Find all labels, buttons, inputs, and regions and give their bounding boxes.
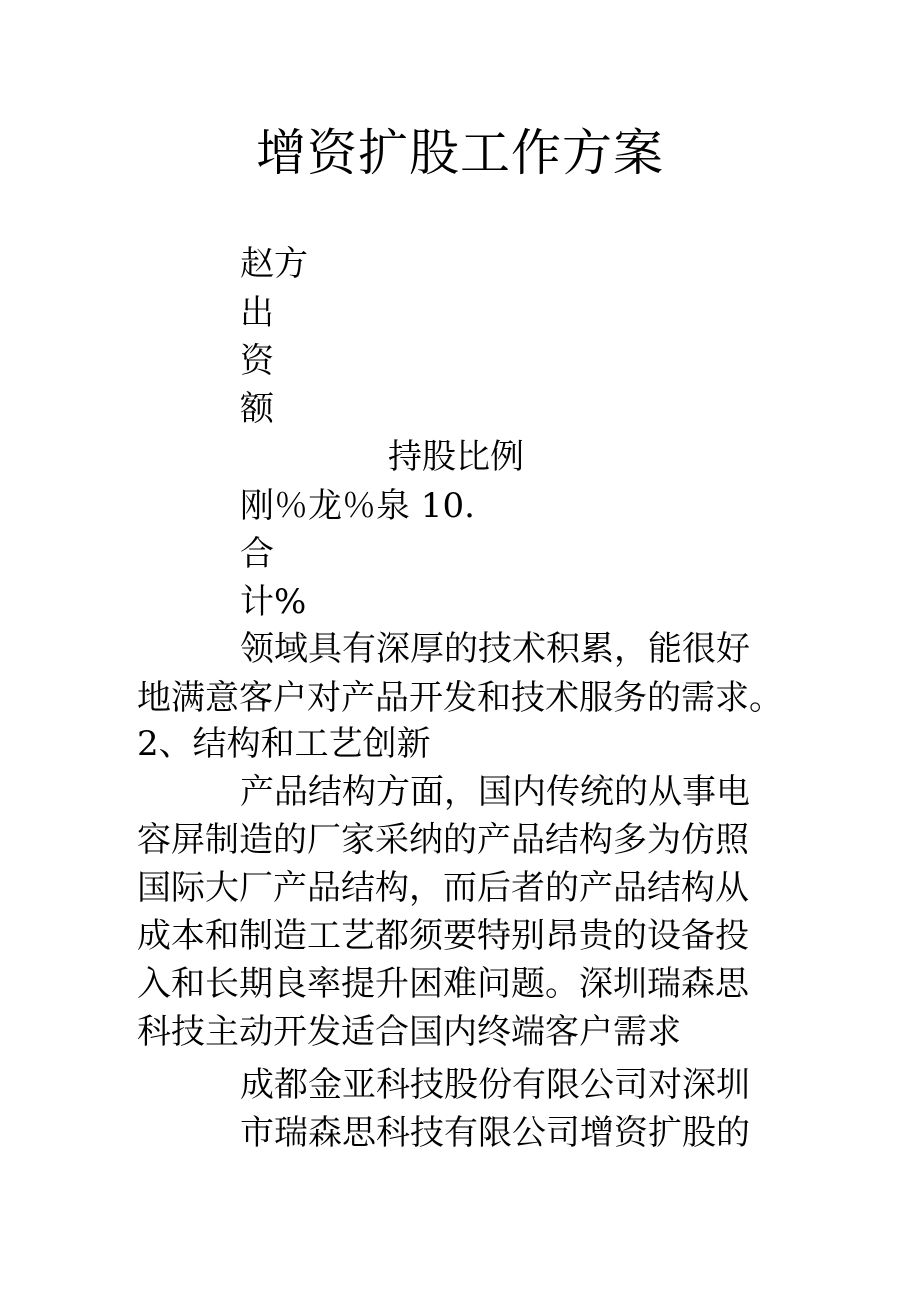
paragraph3-line1: 成都金亚科技股份有限公司对深圳 [240, 1065, 750, 1105]
paragraph2-line5: 入和长期良率提升困难问题。深圳瑞森思 [137, 964, 749, 1004]
paragraph1-line2: 地满意客户对产品开发和技术服务的需求。 [137, 678, 783, 718]
paragraph2-line1: 产品结构方面，国内传统的从事电 [240, 772, 750, 812]
table-label-char-1: 出 [240, 293, 274, 333]
paragraph2-line4: 成本和制造工艺都须要特别昂贵的设备投 [137, 916, 749, 956]
table-total-char-2: 计% [240, 582, 307, 622]
table-rows-line: 刚％龙％泉 10. [240, 486, 475, 526]
document-title: 增资扩股工作方案 [256, 124, 664, 182]
table-label-char-3: 额 [240, 389, 274, 429]
paragraph2-line6: 科技主动开发适合国内终端客户需求 [137, 1012, 681, 1052]
paragraph3-line2: 市瑞森思科技有限公司增资扩股的 [240, 1113, 750, 1153]
paragraph2-line3: 国际大厂产品结构，而后者的产品结构从 [137, 868, 749, 908]
table-column-header: 持股比例 [388, 437, 524, 477]
section2-heading: 2、结构和工艺创新 [137, 724, 431, 764]
paragraph2-line2: 容屏制造的厂家采纳的产品结构多为仿照 [137, 820, 749, 860]
table-total-char-1: 合 [240, 534, 274, 574]
table-name-cell: 赵方 [240, 244, 308, 284]
paragraph1-line1: 领域具有深厚的技术积累，能很好 [240, 629, 750, 669]
table-label-char-2: 资 [240, 341, 274, 381]
